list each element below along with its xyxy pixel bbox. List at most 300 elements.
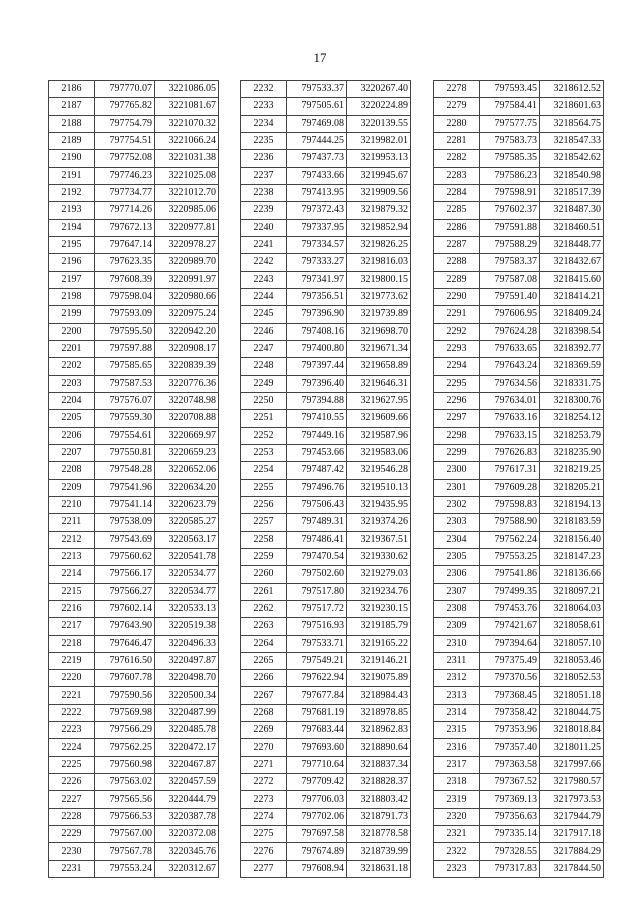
point-number-cell: 2213 — [49, 548, 95, 565]
point-number-cell: 2205 — [49, 410, 95, 427]
y-coordinate-cell: 3220467.87 — [155, 756, 219, 773]
point-number-cell: 2250 — [241, 392, 287, 409]
point-number-cell: 2251 — [241, 410, 287, 427]
y-coordinate-cell: 3220312.67 — [155, 860, 219, 877]
x-coordinate-cell: 797616.50 — [95, 652, 155, 669]
table-row — [49, 375, 219, 392]
point-number-cell: 2187 — [49, 98, 95, 115]
x-coordinate-cell: 797590.56 — [95, 687, 155, 704]
table-row — [434, 306, 604, 323]
point-number-cell: 2299 — [434, 444, 480, 461]
table-row — [241, 236, 411, 253]
point-number-cell: 2224 — [49, 739, 95, 756]
x-coordinate-cell: 797587.08 — [480, 271, 540, 288]
table-row — [49, 756, 219, 773]
y-coordinate-cell: 3219953.13 — [347, 150, 411, 167]
x-coordinate-cell: 797702.06 — [287, 808, 347, 825]
x-coordinate-cell: 797533.37 — [287, 81, 347, 98]
y-coordinate-cell: 3218739.99 — [347, 843, 411, 860]
point-number-cell: 2266 — [241, 670, 287, 687]
x-coordinate-cell: 797553.25 — [480, 548, 540, 565]
x-coordinate-cell: 797634.56 — [480, 375, 540, 392]
x-coordinate-cell: 797633.15 — [480, 427, 540, 444]
y-coordinate-cell: 3220978.27 — [155, 236, 219, 253]
point-number-cell: 2292 — [434, 323, 480, 340]
table-row — [49, 115, 219, 132]
table-row — [434, 583, 604, 600]
table-row — [49, 670, 219, 687]
y-coordinate-cell: 3220980.66 — [155, 288, 219, 305]
table-row — [241, 496, 411, 513]
table-row — [241, 774, 411, 791]
y-coordinate-cell: 3220139.55 — [347, 115, 411, 132]
y-coordinate-cell: 3221012.70 — [155, 184, 219, 201]
table-row — [434, 254, 604, 271]
table-row — [49, 81, 219, 98]
point-number-cell: 2254 — [241, 462, 287, 479]
y-coordinate-cell: 3220457.59 — [155, 774, 219, 791]
x-coordinate-cell: 797337.95 — [287, 219, 347, 236]
y-coordinate-cell: 3220372.08 — [155, 826, 219, 843]
point-number-cell: 2302 — [434, 496, 480, 513]
table-row — [49, 808, 219, 825]
x-coordinate-cell: 797591.88 — [480, 219, 540, 236]
y-coordinate-cell: 3219826.25 — [347, 236, 411, 253]
x-coordinate-cell: 797569.98 — [95, 704, 155, 721]
x-coordinate-cell: 797754.51 — [95, 132, 155, 149]
y-coordinate-cell: 3218331.75 — [540, 375, 604, 392]
table-row — [49, 618, 219, 635]
table-row — [49, 860, 219, 877]
y-coordinate-cell: 3218300.76 — [540, 392, 604, 409]
x-coordinate-cell: 797752.08 — [95, 150, 155, 167]
x-coordinate-cell: 797369.13 — [480, 791, 540, 808]
y-coordinate-cell: 3221031.38 — [155, 150, 219, 167]
x-coordinate-cell: 797396.90 — [287, 306, 347, 323]
point-number-cell: 2253 — [241, 444, 287, 461]
y-coordinate-cell: 3219909.56 — [347, 184, 411, 201]
y-coordinate-cell: 3220708.88 — [155, 410, 219, 427]
y-coordinate-cell: 3218837.34 — [347, 756, 411, 773]
point-number-cell: 2293 — [434, 340, 480, 357]
table-row — [49, 739, 219, 756]
table-row — [241, 340, 411, 357]
point-number-cell: 2208 — [49, 462, 95, 479]
point-number-cell: 2203 — [49, 375, 95, 392]
x-coordinate-cell: 797499.35 — [480, 583, 540, 600]
x-coordinate-cell: 797444.25 — [287, 132, 347, 149]
y-coordinate-cell: 3218058.61 — [540, 618, 604, 635]
y-coordinate-cell: 3219185.79 — [347, 618, 411, 635]
table-row — [241, 358, 411, 375]
x-coordinate-cell: 797583.73 — [480, 132, 540, 149]
point-number-cell: 2241 — [241, 236, 287, 253]
point-number-cell: 2322 — [434, 843, 480, 860]
point-number-cell: 2189 — [49, 132, 95, 149]
x-coordinate-cell: 797602.14 — [95, 600, 155, 617]
table-row — [49, 531, 219, 548]
y-coordinate-cell: 3221066.24 — [155, 132, 219, 149]
point-number-cell: 2238 — [241, 184, 287, 201]
table-row — [434, 115, 604, 132]
table-row — [241, 618, 411, 635]
point-number-cell: 2196 — [49, 254, 95, 271]
x-coordinate-cell: 797587.53 — [95, 375, 155, 392]
x-coordinate-cell: 797353.96 — [480, 722, 540, 739]
table-row — [434, 652, 604, 669]
x-coordinate-cell: 797533.71 — [287, 635, 347, 652]
x-coordinate-cell: 797562.24 — [480, 531, 540, 548]
point-number-cell: 2301 — [434, 479, 480, 496]
table-row — [434, 202, 604, 219]
point-number-cell: 2274 — [241, 808, 287, 825]
x-coordinate-cell: 797470.54 — [287, 548, 347, 565]
coordinate-table-3 — [433, 80, 604, 878]
y-coordinate-cell: 3218051.18 — [540, 687, 604, 704]
point-number-cell: 2247 — [241, 340, 287, 357]
x-coordinate-cell: 797634.01 — [480, 392, 540, 409]
point-number-cell: 2321 — [434, 826, 480, 843]
point-number-cell: 2271 — [241, 756, 287, 773]
y-coordinate-cell: 3218791.73 — [347, 808, 411, 825]
x-coordinate-cell: 797681.19 — [287, 704, 347, 721]
x-coordinate-cell: 797487.42 — [287, 462, 347, 479]
x-coordinate-cell: 797394.88 — [287, 392, 347, 409]
x-coordinate-cell: 797334.57 — [287, 236, 347, 253]
x-coordinate-cell: 797608.94 — [287, 860, 347, 877]
y-coordinate-cell: 3220541.78 — [155, 548, 219, 565]
y-coordinate-cell: 3220585.27 — [155, 514, 219, 531]
point-number-cell: 2279 — [434, 98, 480, 115]
y-coordinate-cell: 3219646.31 — [347, 375, 411, 392]
table-row — [241, 687, 411, 704]
table-row — [49, 826, 219, 843]
point-number-cell: 2264 — [241, 635, 287, 652]
point-number-cell: 2232 — [241, 81, 287, 98]
x-coordinate-cell: 797548.28 — [95, 462, 155, 479]
x-coordinate-cell: 797598.83 — [480, 496, 540, 513]
y-coordinate-cell: 3218460.51 — [540, 219, 604, 236]
table-row — [434, 496, 604, 513]
table-row — [49, 340, 219, 357]
x-coordinate-cell: 797643.24 — [480, 358, 540, 375]
y-coordinate-cell: 3219075.89 — [347, 670, 411, 687]
y-coordinate-cell: 3218984.43 — [347, 687, 411, 704]
point-number-cell: 2311 — [434, 652, 480, 669]
y-coordinate-cell: 3218540.98 — [540, 167, 604, 184]
y-coordinate-cell: 3217884.29 — [540, 843, 604, 860]
y-coordinate-cell: 3218254.12 — [540, 410, 604, 427]
table-row — [434, 462, 604, 479]
y-coordinate-cell: 3218962.83 — [347, 722, 411, 739]
y-coordinate-cell: 3220472.17 — [155, 739, 219, 756]
table-row — [434, 756, 604, 773]
point-number-cell: 2281 — [434, 132, 480, 149]
x-coordinate-cell: 797543.69 — [95, 531, 155, 548]
point-number-cell: 2289 — [434, 271, 480, 288]
y-coordinate-cell: 3219234.76 — [347, 583, 411, 600]
point-number-cell: 2313 — [434, 687, 480, 704]
x-coordinate-cell: 797469.08 — [287, 115, 347, 132]
point-number-cell: 2276 — [241, 843, 287, 860]
point-number-cell: 2285 — [434, 202, 480, 219]
point-number-cell: 2258 — [241, 531, 287, 548]
y-coordinate-cell: 3217917.18 — [540, 826, 604, 843]
x-coordinate-cell: 797697.58 — [287, 826, 347, 843]
x-coordinate-cell: 797538.09 — [95, 514, 155, 531]
point-number-cell: 2297 — [434, 410, 480, 427]
point-number-cell: 2306 — [434, 566, 480, 583]
table-row — [49, 843, 219, 860]
point-number-cell: 2221 — [49, 687, 95, 704]
x-coordinate-cell: 797554.61 — [95, 427, 155, 444]
point-number-cell: 2288 — [434, 254, 480, 271]
x-coordinate-cell: 797602.37 — [480, 202, 540, 219]
point-number-cell: 2215 — [49, 583, 95, 600]
y-coordinate-cell: 3218194.13 — [540, 496, 604, 513]
table-row — [49, 219, 219, 236]
y-coordinate-cell: 3218205.21 — [540, 479, 604, 496]
y-coordinate-cell: 3218369.59 — [540, 358, 604, 375]
x-coordinate-cell: 797502.60 — [287, 566, 347, 583]
table-row — [434, 635, 604, 652]
x-coordinate-cell: 797563.02 — [95, 774, 155, 791]
x-coordinate-cell: 797433.66 — [287, 167, 347, 184]
x-coordinate-cell: 797486.41 — [287, 531, 347, 548]
table-row — [49, 271, 219, 288]
page-number: 17 — [313, 50, 327, 65]
point-number-cell: 2310 — [434, 635, 480, 652]
y-coordinate-cell: 3221086.05 — [155, 81, 219, 98]
point-number-cell: 2318 — [434, 774, 480, 791]
point-number-cell: 2199 — [49, 306, 95, 323]
point-number-cell: 2261 — [241, 583, 287, 600]
point-number-cell: 2192 — [49, 184, 95, 201]
table-row — [241, 427, 411, 444]
point-number-cell: 2201 — [49, 340, 95, 357]
table-row — [434, 514, 604, 531]
table-row — [434, 81, 604, 98]
x-coordinate-cell: 797358.42 — [480, 704, 540, 721]
x-coordinate-cell: 797597.88 — [95, 340, 155, 357]
x-coordinate-cell: 797633.16 — [480, 410, 540, 427]
x-coordinate-cell: 797606.95 — [480, 306, 540, 323]
x-coordinate-cell: 797413.95 — [287, 184, 347, 201]
point-number-cell: 2193 — [49, 202, 95, 219]
x-coordinate-cell: 797453.66 — [287, 444, 347, 461]
x-coordinate-cell: 797754.79 — [95, 115, 155, 132]
point-number-cell: 2240 — [241, 219, 287, 236]
table-row — [49, 635, 219, 652]
point-number-cell: 2228 — [49, 808, 95, 825]
table-row — [241, 514, 411, 531]
y-coordinate-cell: 3219165.22 — [347, 635, 411, 652]
table-row — [241, 410, 411, 427]
point-number-cell: 2204 — [49, 392, 95, 409]
table-row — [434, 548, 604, 565]
x-coordinate-cell: 797541.96 — [95, 479, 155, 496]
y-coordinate-cell: 3220839.39 — [155, 358, 219, 375]
y-coordinate-cell: 3218978.85 — [347, 704, 411, 721]
point-number-cell: 2283 — [434, 167, 480, 184]
y-coordinate-cell: 3218517.39 — [540, 184, 604, 201]
x-coordinate-cell: 797565.56 — [95, 791, 155, 808]
table-row — [434, 167, 604, 184]
x-coordinate-cell: 797489.31 — [287, 514, 347, 531]
point-number-cell: 2290 — [434, 288, 480, 305]
x-coordinate-cell: 797608.39 — [95, 271, 155, 288]
table-row — [241, 132, 411, 149]
x-coordinate-cell: 797397.44 — [287, 358, 347, 375]
point-number-cell: 2242 — [241, 254, 287, 271]
point-number-cell: 2273 — [241, 791, 287, 808]
x-coordinate-cell: 797709.42 — [287, 774, 347, 791]
table-row — [49, 150, 219, 167]
table-row — [241, 202, 411, 219]
table-row — [241, 756, 411, 773]
point-number-cell: 2188 — [49, 115, 95, 132]
table-row — [49, 583, 219, 600]
point-number-cell: 2314 — [434, 704, 480, 721]
y-coordinate-cell: 3220345.76 — [155, 843, 219, 860]
y-coordinate-cell: 3218018.84 — [540, 722, 604, 739]
table-row — [241, 791, 411, 808]
y-coordinate-cell: 3219230.15 — [347, 600, 411, 617]
y-coordinate-cell: 3219879.32 — [347, 202, 411, 219]
y-coordinate-cell: 3220975.24 — [155, 306, 219, 323]
y-coordinate-cell: 3219546.28 — [347, 462, 411, 479]
y-coordinate-cell: 3217973.53 — [540, 791, 604, 808]
point-number-cell: 2191 — [49, 167, 95, 184]
point-number-cell: 2268 — [241, 704, 287, 721]
table-row — [434, 358, 604, 375]
y-coordinate-cell: 3220989.70 — [155, 254, 219, 271]
x-coordinate-cell: 797765.82 — [95, 98, 155, 115]
x-coordinate-cell: 797367.52 — [480, 774, 540, 791]
table-row — [49, 600, 219, 617]
table-row — [49, 566, 219, 583]
y-coordinate-cell: 3218601.63 — [540, 98, 604, 115]
table-row — [241, 254, 411, 271]
x-coordinate-cell: 797516.93 — [287, 618, 347, 635]
y-coordinate-cell: 3220977.81 — [155, 219, 219, 236]
y-coordinate-cell: 3220497.87 — [155, 652, 219, 669]
point-number-cell: 2226 — [49, 774, 95, 791]
table-row — [434, 687, 604, 704]
table-row — [241, 479, 411, 496]
y-coordinate-cell: 3218044.75 — [540, 704, 604, 721]
x-coordinate-cell: 797622.94 — [287, 670, 347, 687]
y-coordinate-cell: 3218414.21 — [540, 288, 604, 305]
point-number-cell: 2260 — [241, 566, 287, 583]
x-coordinate-cell: 797566.17 — [95, 566, 155, 583]
x-coordinate-cell: 797372.43 — [287, 202, 347, 219]
table-row — [49, 288, 219, 305]
table-row — [241, 98, 411, 115]
table-row — [241, 860, 411, 877]
y-coordinate-cell: 3217980.57 — [540, 774, 604, 791]
point-number-cell: 2249 — [241, 375, 287, 392]
y-coordinate-cell: 3220623.79 — [155, 496, 219, 513]
point-number-cell: 2219 — [49, 652, 95, 669]
point-number-cell: 2218 — [49, 635, 95, 652]
y-coordinate-cell: 3221081.67 — [155, 98, 219, 115]
y-coordinate-cell: 3218409.24 — [540, 306, 604, 323]
point-number-cell: 2308 — [434, 600, 480, 617]
y-coordinate-cell: 3218415.60 — [540, 271, 604, 288]
x-coordinate-cell: 797677.84 — [287, 687, 347, 704]
y-coordinate-cell: 3220500.34 — [155, 687, 219, 704]
table-row — [49, 791, 219, 808]
table-row — [49, 514, 219, 531]
x-coordinate-cell: 797335.14 — [480, 826, 540, 843]
point-number-cell: 2316 — [434, 739, 480, 756]
y-coordinate-cell: 3219279.03 — [347, 566, 411, 583]
y-coordinate-cell: 3218432.67 — [540, 254, 604, 271]
table-row — [241, 583, 411, 600]
y-coordinate-cell: 3218828.37 — [347, 774, 411, 791]
x-coordinate-cell: 797437.73 — [287, 150, 347, 167]
table-row — [434, 410, 604, 427]
table-row — [49, 167, 219, 184]
y-coordinate-cell: 3218253.79 — [540, 427, 604, 444]
y-coordinate-cell: 3219587.96 — [347, 427, 411, 444]
x-coordinate-cell: 797617.31 — [480, 462, 540, 479]
point-number-cell: 2320 — [434, 808, 480, 825]
point-number-cell: 2231 — [49, 860, 95, 877]
x-coordinate-cell: 797647.14 — [95, 236, 155, 253]
point-number-cell: 2207 — [49, 444, 95, 461]
y-coordinate-cell: 3218156.40 — [540, 531, 604, 548]
y-coordinate-cell: 3218778.58 — [347, 826, 411, 843]
point-number-cell: 2234 — [241, 115, 287, 132]
x-coordinate-cell: 797584.41 — [480, 98, 540, 115]
table-row — [49, 392, 219, 409]
point-number-cell: 2229 — [49, 826, 95, 843]
table-row — [434, 843, 604, 860]
x-coordinate-cell: 797588.29 — [480, 236, 540, 253]
table-row — [49, 358, 219, 375]
x-coordinate-cell: 797598.91 — [480, 184, 540, 201]
y-coordinate-cell: 3220267.40 — [347, 81, 411, 98]
y-coordinate-cell: 3220387.78 — [155, 808, 219, 825]
table-row — [434, 531, 604, 548]
x-coordinate-cell: 797549.21 — [287, 652, 347, 669]
y-coordinate-cell: 3218542.62 — [540, 150, 604, 167]
point-number-cell: 2227 — [49, 791, 95, 808]
y-coordinate-cell: 3218547.33 — [540, 132, 604, 149]
y-coordinate-cell: 3219583.06 — [347, 444, 411, 461]
point-number-cell: 2190 — [49, 150, 95, 167]
x-coordinate-cell: 797400.80 — [287, 340, 347, 357]
table-row — [241, 670, 411, 687]
point-number-cell: 2315 — [434, 722, 480, 739]
table-row — [434, 444, 604, 461]
table-row — [49, 462, 219, 479]
x-coordinate-cell: 797683.44 — [287, 722, 347, 739]
y-coordinate-cell: 3220534.77 — [155, 583, 219, 600]
y-coordinate-cell: 3219146.21 — [347, 652, 411, 669]
table-row — [241, 635, 411, 652]
x-coordinate-cell: 797576.07 — [95, 392, 155, 409]
table-row — [434, 618, 604, 635]
x-coordinate-cell: 797566.27 — [95, 583, 155, 600]
x-coordinate-cell: 797410.55 — [287, 410, 347, 427]
x-coordinate-cell: 797567.00 — [95, 826, 155, 843]
table-row — [434, 184, 604, 201]
table-row — [434, 722, 604, 739]
table-row — [241, 323, 411, 340]
